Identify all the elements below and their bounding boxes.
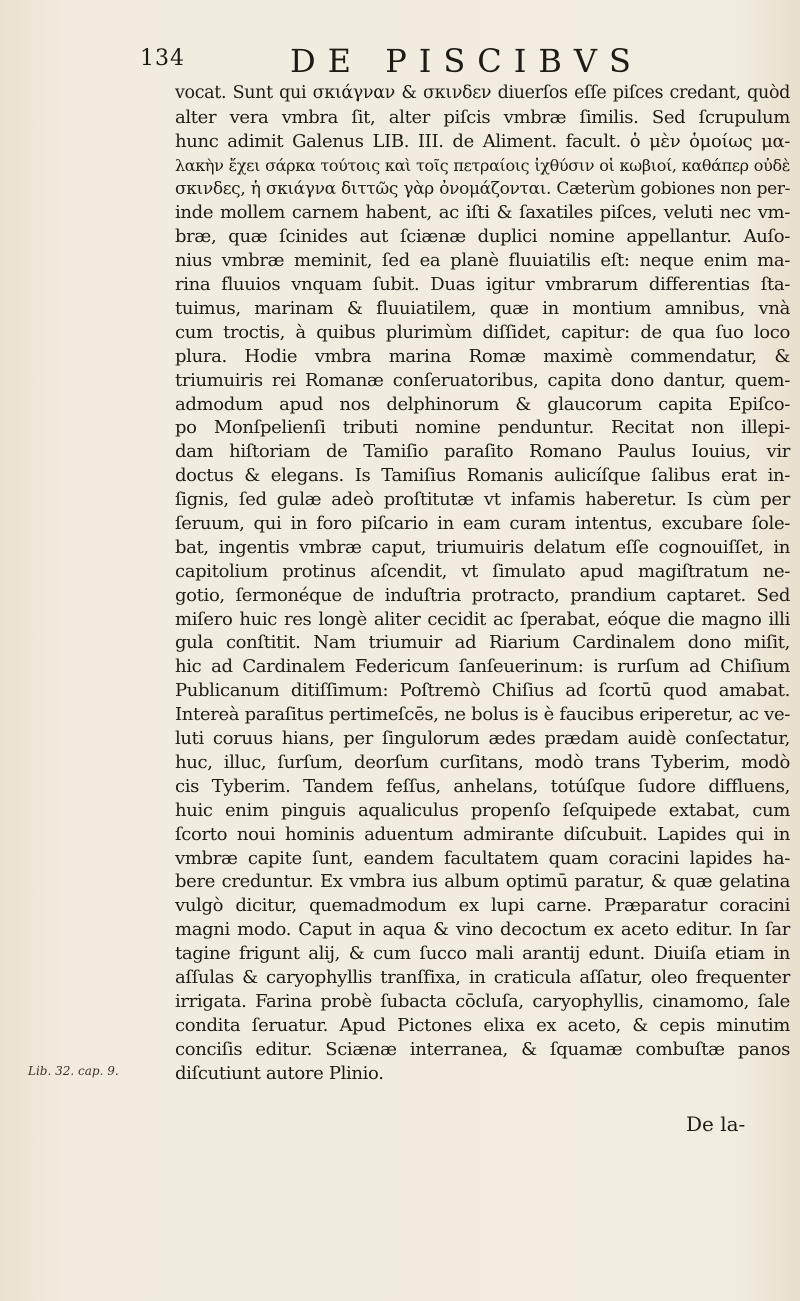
text-line: σκινδες, ἡ σκιάγνα διττῶς γὰρ ὀνομάζονται. Cæterùm gobiones non per- bbox=[175, 178, 790, 199]
margin-note: Lib. 32. cap. 9. bbox=[28, 1064, 119, 1078]
text-line: vocat. Sunt qui σκιάγναν & σκινδεν diuerſos eſſe piſces credant, quòd bbox=[175, 83, 790, 103]
text-line: conciſis editur. Sciænæ interranea, & ſquamæ combuſtæ panos bbox=[175, 1038, 790, 1060]
text-line: ſcorto noui hominis aduentum admirante diſcubuit. Lapides qui in bbox=[175, 823, 790, 845]
text-line: dam hiſtoriam de Tamiſio paraſito Romano Paulus Iouius, vir bbox=[175, 441, 790, 463]
text-line: plura. Hodie vmbra marina Romæ maximè commendatur, & bbox=[175, 345, 790, 367]
text-line: condita ſeruatur. Apud Pictones elixa ex aceto, & cepis minutim bbox=[175, 1014, 790, 1036]
text-line: triumuiris rei Romanæ conſeruatoribus, capita dono dantur, quem- bbox=[175, 369, 790, 391]
text-line: luti coruus hians, per ſingulorum ædes prædam auidè conſectatur, bbox=[175, 728, 790, 750]
text-line: tuimus, marinam & fluuiatilem, quæ in montium amnibus, vnà bbox=[175, 298, 790, 320]
text-line: vulgò dicitur, quemadmodum ex lupi carne. Præparatur coracini bbox=[175, 895, 790, 917]
text-line: miſero huic res longè aliter cecidit ac ſperabat, eóque die magno illi bbox=[175, 608, 790, 630]
text-line: ſignis, ſed gulæ adeò proſtitutæ vt infamis haberetur. Is cùm per bbox=[175, 489, 790, 511]
running-head: DE PISCIBVS bbox=[290, 42, 643, 80]
text-line: diſcutiunt autore Plinio. bbox=[175, 1062, 384, 1084]
text-line: po Monſpelienſi tributi nomine penduntur. Recitat non illepi- bbox=[175, 417, 790, 439]
text-line: cis Tyberim. Tandem feſſus, anhelans, totúſque ſudore diffluens, bbox=[175, 775, 790, 797]
text-line: tagine frigunt alij, & cum ſucco mali arantij edunt. Diuiſa etiam in bbox=[175, 943, 790, 965]
text-line: hic ad Cardinalem Federicum ſanſeuerinum: is rurſum ad Chiſium bbox=[175, 656, 790, 678]
text-line: aſſulas & caryophyllis tranſfixa, in craticula aſſatur, oleo frequenter bbox=[175, 966, 790, 988]
text-line: Publicanum ditiſſimum: Poſtremò Chiſius ad ſcortū quod amabat. bbox=[175, 680, 790, 702]
text-line: vmbræ capite ſunt, eandem facultatem quam coracini lapides ha- bbox=[175, 847, 790, 869]
text-line: huic enim pinguis aqualiculus propenſo ſeſquipede extabat, cum bbox=[175, 799, 790, 821]
text-line: nius vmbræ meminit, ſed ea planè fluuiatilis eſt: neque enim ma- bbox=[175, 250, 790, 272]
text-line: bere creduntur. Ex vmbra ius album optimū paratur, & quæ gelatina bbox=[175, 871, 790, 893]
text-line: capitolium protinus aſcendit, vt ſimulato apud magiſtratum ne- bbox=[175, 560, 790, 582]
text-line: doctus & elegans. Is Tamiſius Romanis aulicíſque ſalibus erat in- bbox=[175, 465, 790, 487]
catchword: De la- bbox=[686, 1112, 746, 1136]
text-line: bat, ingentis vmbræ caput, triumuiris delatum eſſe cognouiſſet, in bbox=[175, 536, 790, 558]
text-line: λακὴν ἔχει σάρκα τούτοις καὶ τοῖς πετραίοις ἰχθύσιν οἱ κωβιοί, καθάπερ οὐδὲ bbox=[175, 155, 790, 175]
text-line: magni modo. Caput in aqua & vino decoctum ex aceto editur. In ſar bbox=[175, 919, 790, 941]
text-line: inde mollem carnem habent, ac iſti & ſaxatiles piſces, veluti nec vm- bbox=[175, 202, 790, 224]
text-line: gotio, ſermonéque de induſtria protracto, prandium captaret. Sed bbox=[175, 584, 790, 606]
text-line: bræ, quæ ſcinides aut ſciænæ duplici nomine appellantur. Auſo- bbox=[175, 226, 790, 248]
text-line: hunc adimit Galenus LIB. III. de Aliment. facult. ὁ μὲν ὁμοίως μα- bbox=[175, 130, 790, 152]
text-line: ſeruum, qui in foro piſcario in eam curam intentus, excubare ſole- bbox=[175, 513, 790, 535]
body-text bbox=[175, 82, 790, 1085]
text-line: Intereà paraſitus pertimeſcēs, ne bolus is è faucibus eriperetur, ac ve- bbox=[175, 704, 790, 726]
text-line: alter vera vmbra ſit, alter piſcis vmbræ ſimilis. Sed ſcrupulum bbox=[175, 106, 790, 128]
text-line: huc, illuc, ſurſum, deorſum curſitans, modò trans Tyberim, modò bbox=[175, 751, 790, 773]
page-header bbox=[140, 42, 780, 82]
text-line: rina fluuios vnquam ſubit. Duas igitur vmbrarum differentias ſta- bbox=[175, 274, 790, 296]
text-line: admodum apud nos delphinorum & glaucorum capita Epiſco- bbox=[175, 393, 790, 415]
text-line: gula conſtitit. Nam triumuir ad Riarium Cardinalem dono miſit, bbox=[175, 632, 790, 654]
text-line: irrigata. Farina probè ſubacta cōcluſa, caryophyllis, cinamomo, ſale bbox=[175, 990, 790, 1012]
text-line: cum troctis, à quibus plurimùm diſſidet, capitur: de qua ſuo loco bbox=[175, 321, 790, 343]
page-number: 134 bbox=[140, 46, 185, 71]
